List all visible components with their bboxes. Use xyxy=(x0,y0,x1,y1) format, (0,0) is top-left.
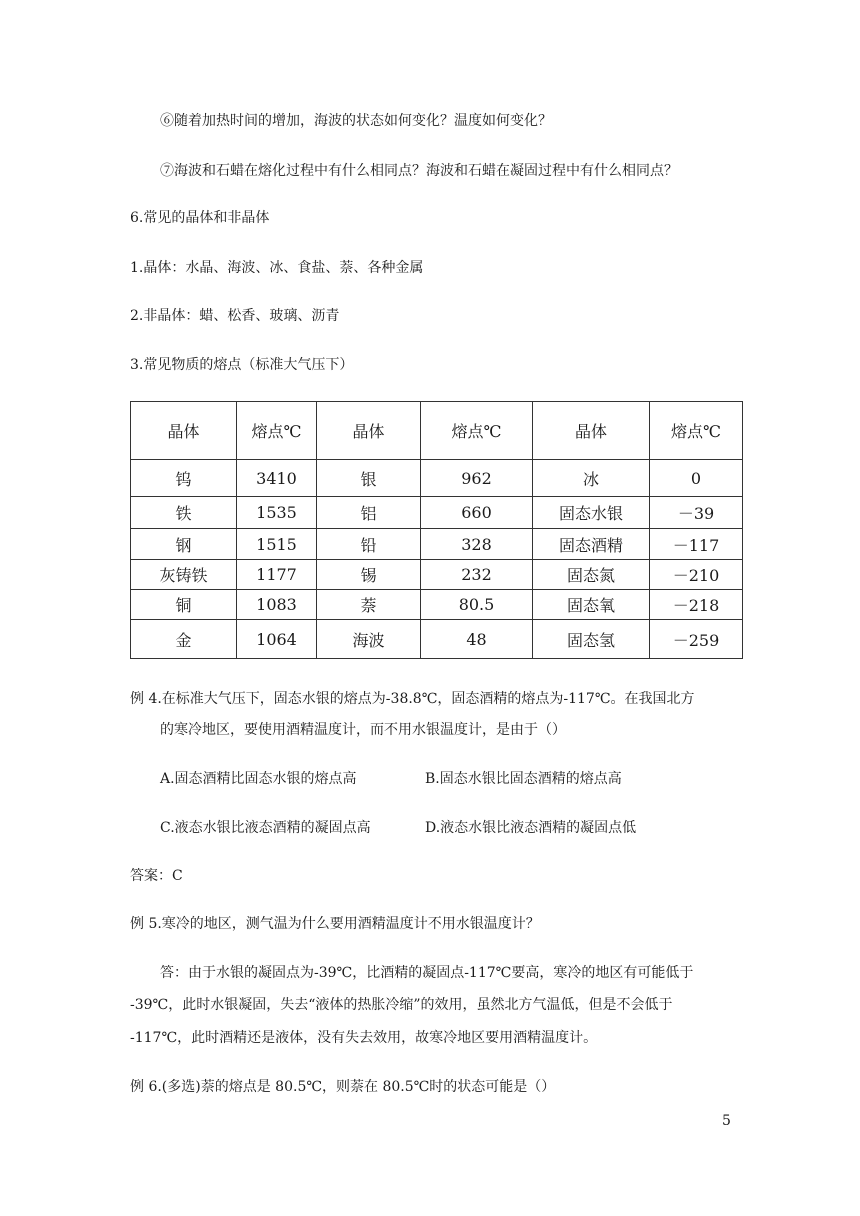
table-row xyxy=(131,460,743,497)
table-cell: 固态酒精 xyxy=(533,529,650,560)
table-cell: －259 xyxy=(650,620,743,659)
melting-point-table xyxy=(130,401,743,659)
example-5-question: 例 5.寒冷的地区，测气温为什么要用酒精温度计不用水银温度计？ xyxy=(130,916,540,932)
table-cell: 固态氢 xyxy=(533,620,650,659)
table-row xyxy=(131,620,743,659)
table-cell: 1083 xyxy=(237,590,317,620)
table-header-cell: 熔点℃ xyxy=(650,402,743,460)
table-cell: －218 xyxy=(650,590,743,620)
table-header-row xyxy=(131,402,743,460)
table-header-cell: 晶体 xyxy=(533,402,650,460)
example-6-question: 例 6.(多选)萘的熔点是 80.5℃，则萘在 80.5℃时的状态可能是（） xyxy=(130,1079,556,1095)
table-cell: 固态氮 xyxy=(533,560,650,590)
table-header-cell: 晶体 xyxy=(131,402,237,460)
example-5-answer-line-3: -117℃，此时酒精还是液体，没有失去效用，故寒冷地区要用酒精温度计。 xyxy=(130,1030,598,1046)
example-4-line-2: 的寒冷地区，要使用酒精温度计，而不用水银温度计，是由于（） xyxy=(160,722,566,738)
table-cell: 锡 xyxy=(317,560,421,590)
table-cell: 962 xyxy=(421,460,533,497)
table-cell: －39 xyxy=(650,497,743,529)
option-b: B.固态水银比固态酒精的熔点高 xyxy=(425,771,622,787)
table-cell: 银 xyxy=(317,460,421,497)
table-cell: 固态水银 xyxy=(533,497,650,529)
table-cell: 铁 xyxy=(131,497,237,529)
table-cell: 海波 xyxy=(317,620,421,659)
crystal-list: 1.晶体：水晶、海波、冰、食盐、萘、各种金属 xyxy=(130,260,424,276)
table-cell: 铅 xyxy=(317,529,421,560)
example-4-answer: 答案：C xyxy=(130,868,183,884)
table-header-cell: 晶体 xyxy=(317,402,421,460)
table-cell: 金 xyxy=(131,620,237,659)
table-row xyxy=(131,497,743,529)
question-6: ⑥随着加热时间的增加，海波的状态如何变化？温度如何变化？ xyxy=(160,113,552,129)
table-cell: 1535 xyxy=(237,497,317,529)
table-cell: 660 xyxy=(421,497,533,529)
table-cell: 萘 xyxy=(317,590,421,620)
table-cell: 铝 xyxy=(317,497,421,529)
example-4-line-1: 例 4.在标准大气压下，固态水银的熔点为-38.8℃，固态酒精的熔点为-117℃。在我国北方 xyxy=(130,691,695,707)
option-a: A.固态酒精比固态水银的熔点高 xyxy=(160,771,357,787)
table-cell: 1515 xyxy=(237,529,317,560)
table-header-cell: 熔点℃ xyxy=(237,402,317,460)
noncrystal-list: 2.非晶体：蜡、松香、玻璃、沥青 xyxy=(130,308,340,324)
example-5-answer-line-2: -39℃，此时水银凝固，失去“液体的热胀冷缩”的效用，虽然北方气温低，但是不会低于 xyxy=(130,997,673,1013)
table-row xyxy=(131,590,743,620)
table-cell: 232 xyxy=(421,560,533,590)
section-6-heading: 6.常见的晶体和非晶体 xyxy=(130,210,270,226)
table-row xyxy=(131,529,743,560)
table-cell: －117 xyxy=(650,529,743,560)
table-cell: 3410 xyxy=(237,460,317,497)
option-d: D.液态水银比液态酒精的凝固点低 xyxy=(425,820,637,836)
table-cell: 1064 xyxy=(237,620,317,659)
table-cell: －210 xyxy=(650,560,743,590)
option-c: C.液态水银比液态酒精的凝固点高 xyxy=(160,820,371,836)
table-cell: 0 xyxy=(650,460,743,497)
example-5-answer-line-1: 答：由于水银的凝固点为-39℃，比酒精的凝固点-117℃要高，寒冷的地区有可能低于 xyxy=(160,965,694,981)
table-cell: 钢 xyxy=(131,529,237,560)
melting-point-title: 3.常见物质的熔点（标准大气压下） xyxy=(130,357,354,373)
table-cell: 1177 xyxy=(237,560,317,590)
table-cell: 灰铸铁 xyxy=(131,560,237,590)
table-cell: 328 xyxy=(421,529,533,560)
table-cell: 48 xyxy=(421,620,533,659)
table-row xyxy=(131,560,743,590)
table-cell: 冰 xyxy=(533,460,650,497)
table-cell: 铜 xyxy=(131,590,237,620)
table-header-cell: 熔点℃ xyxy=(421,402,533,460)
question-7: ⑦海波和石蜡在熔化过程中有什么相同点？海波和石蜡在凝固过程中有什么相同点？ xyxy=(160,163,678,179)
table-cell: 钨 xyxy=(131,460,237,497)
table-cell: 80.5 xyxy=(421,590,533,620)
page-number: 5 xyxy=(722,1113,731,1129)
table-cell: 固态氧 xyxy=(533,590,650,620)
